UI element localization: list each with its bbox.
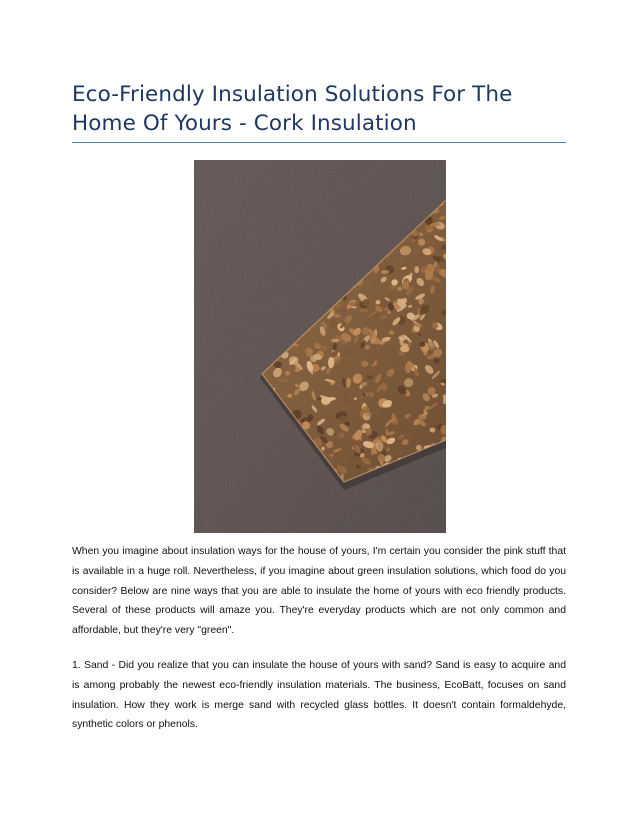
cork-board-photo [194, 160, 446, 533]
sand-paragraph: 1. Sand - Did you realize that you can insulate the house of yours with sand? Sand is easy to acquire and is among probably the newest eco-friendly insulation materials. The business, EcoBatt, focuses on sand insulation. How they work is merge sand with recycled glass bottles. It doesn't contain formaldehyde, synthetic colors or phenols. [72, 660, 566, 731]
intro-paragraph: When you imagine about insulation ways for the house of yours, I'm certain you consider the pink stuff that is available in a huge roll. Nevertheless, if you imagine about green insulation solutions, which food do you consider? Below are nine ways that you are able to insulate the home of yours with eco friendly products. Several of these products will amaze you. They're everyday products which are not only common and affordable, but they're very "green". [72, 546, 566, 637]
page-title: Eco-Friendly Insulation Solutions For The Home Of Yours - Cork Insulation [72, 82, 513, 136]
title-underline [72, 142, 566, 143]
